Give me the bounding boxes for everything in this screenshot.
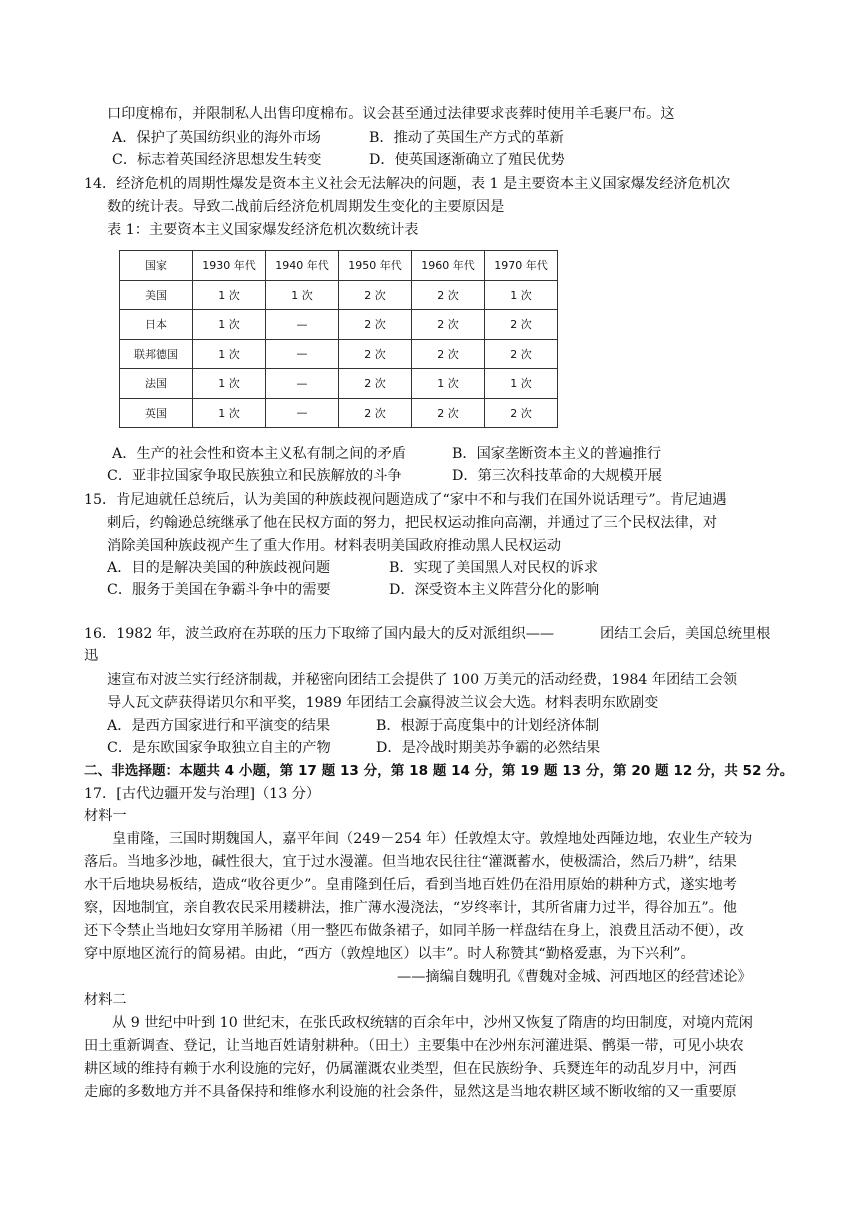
- table-header-cell: 1960 年代: [412, 251, 485, 281]
- table-cell: 1 次: [193, 369, 266, 399]
- q17-material-1-line: 落后。当地多沙地，碱性很大，宜于过水漫灌。但当地农民往往“灌溉蓄水，使极濡洽，然后乃耕”，结果: [84, 854, 737, 870]
- table-cell: 英国: [120, 398, 193, 428]
- table-cell: 2 次: [485, 398, 558, 428]
- section-2-heading: 二、非选择题：本题共 4 小题，第 17 题 13 分，第 18 题 14 分，第 19 题 13 分，第 20 题 12 分，共 52 分。: [84, 763, 794, 779]
- table-cell: —: [266, 398, 339, 428]
- table-cell: 2 次: [339, 369, 412, 399]
- table-cell: 1 次: [193, 398, 266, 428]
- q17-material-2-line: 耕区域的维持有赖于水利设施的完好，仍属灌溉农业类型，但在民族纷争、兵燹连年的动乱岁月中，河西: [84, 1061, 737, 1077]
- table-cell: 2 次: [485, 310, 558, 340]
- q16-option-b[interactable]: B．根源于高度集中的计划经济体制: [376, 718, 600, 734]
- table-cell: 2 次: [412, 339, 485, 369]
- q15-option-d[interactable]: D．深受资本主义阵营分化的影响: [389, 582, 600, 598]
- q17-material-1-label: 材料一: [84, 808, 127, 824]
- table-cell: 2 次: [339, 280, 412, 310]
- q14-option-c[interactable]: C．亚非拉国家争取民族独立和民族解放的斗争: [107, 468, 402, 484]
- table-row: [120, 369, 558, 399]
- q13-option-b[interactable]: B．推动了英国生产方式的革新: [369, 130, 564, 146]
- table-cell: 2 次: [339, 398, 412, 428]
- table-cell: 2 次: [412, 398, 485, 428]
- table-cell: 1 次: [485, 369, 558, 399]
- q13-stem-tail: 口印度棉布，并限制私人出售印度棉布。议会甚至通过法律要求丧葬时使用羊毛裹尸布。这: [107, 106, 675, 122]
- q13-option-c[interactable]: C．标志着英国经济思想发生转变: [112, 152, 322, 168]
- table-cell: 2 次: [412, 280, 485, 310]
- table-header-cell: 国家: [120, 251, 193, 281]
- table-cell: 2 次: [339, 339, 412, 369]
- table-cell: 1 次: [485, 280, 558, 310]
- q14-table-caption: 表 1：主要资本主义国家爆发经济危机次数统计表: [107, 222, 419, 238]
- q17-material-1-source: ——摘编自魏明孔《曹魏对金城、河西地区的经营述论》: [397, 969, 752, 985]
- q14-stem-line-1: 14．经济危机的周期性爆发是资本主义社会无法解决的问题，表 1 是主要资本主义国家爆发经济危机次: [84, 176, 731, 192]
- q13-option-a[interactable]: A．保护了英国纺织业的海外市场: [112, 130, 321, 146]
- crisis-statistics-table: [119, 250, 558, 428]
- table-cell: 2 次: [339, 310, 412, 340]
- q14-option-d[interactable]: D．第三次科技革命的大规模开展: [452, 468, 663, 484]
- q16-stem-line-1a: 16．1982 年，波兰政府在苏联的压力下取缔了国内最大的反对派组织——: [84, 626, 555, 642]
- q14-option-b[interactable]: B．国家垄断资本主义的普遍推行: [452, 446, 662, 462]
- table-header-cell: 1930 年代: [193, 251, 266, 281]
- q16-option-a[interactable]: A．是西方国家进行和平演变的结果: [107, 718, 331, 734]
- q16-stem-line-1c: 迅: [84, 648, 99, 664]
- table-cell: —: [266, 369, 339, 399]
- table-row: [120, 398, 558, 428]
- table-row: [120, 280, 558, 310]
- table-cell: 2 次: [412, 310, 485, 340]
- table-cell: 法国: [120, 369, 193, 399]
- q15-option-c[interactable]: C．服务于美国在争霸斗争中的需要: [107, 582, 331, 598]
- q17-material-1-line: 穿中原地区流行的简易裙。由此，“西方（敦煌地区）以丰”。时人称赞其“勤格爱惠，为下兴利”。: [84, 946, 695, 962]
- q14-stem-line-2: 数的统计表。导致二战前后经济危机周期发生变化的主要原因是: [107, 199, 505, 215]
- q17-title: 17．[古代边疆开发与治理]（13 分）: [84, 786, 321, 802]
- table-cell: 2 次: [485, 339, 558, 369]
- table-cell: —: [266, 310, 339, 340]
- table-cell: 1 次: [193, 310, 266, 340]
- table-row: [120, 339, 558, 369]
- table-header-cell: 1950 年代: [339, 251, 412, 281]
- q17-material-1-line: 水干后地块易板结，造成“收谷更少”。皇甫隆到任后，看到当地百姓仍在沿用原始的耕种方式，遂实地考: [84, 877, 737, 893]
- table-cell: 1 次: [266, 280, 339, 310]
- q15-stem-line-2: 刺后，约翰逊总统继承了他在民权方面的努力，把民权运动推向高潮，并通过了三个民权法律，对: [107, 515, 718, 531]
- q15-stem-line-1: 15．肯尼迪就任总统后，认为美国的种族歧视问题造成了“家中不和与我们在国外说话理亏”。肯尼迪遇: [84, 492, 727, 508]
- q17-material-2-line: 走廊的多数地方并不具备保持和维修水利设施的社会条件，显然这是当地农耕区域不断收缩的又一重要原: [84, 1084, 737, 1100]
- table-cell: 1 次: [193, 339, 266, 369]
- table-cell: 日本: [120, 310, 193, 340]
- q17-material-2-line: 田土重新调查、登记，让当地百姓请射耕种。（田土）主要集中在沙州东河灌进渠、鹘渠一带，可见小块农: [84, 1038, 744, 1054]
- table-cell: —: [266, 339, 339, 369]
- q16-stem-line-1b: 团结工会后，美国总统里根: [600, 626, 771, 642]
- q17-material-2-line: 从 9 世纪中叶到 10 世纪末，在张氏政权统辖的百余年中，沙州又恢复了隋唐的均田制度，对境内荒闲: [112, 1015, 753, 1031]
- table-header-cell: 1970 年代: [485, 251, 558, 281]
- table-cell: 1 次: [412, 369, 485, 399]
- q15-option-a[interactable]: A．目的是解决美国的种族歧视问题: [107, 560, 331, 576]
- table-row: [120, 310, 558, 340]
- table-header-cell: 1940 年代: [266, 251, 339, 281]
- q16-stem-line-3: 导人瓦文萨获得诺贝尔和平奖，1989 年团结工会赢得波兰议会大选。材料表明东欧剧变: [107, 695, 659, 711]
- q17-material-1-line: 还下令禁止当地妇女穿用羊肠裙（用一整匹布做条裙子，如同羊肠一样盘结在身上，浪费且活动不便），改: [84, 923, 744, 939]
- q15-option-b[interactable]: B．实现了美国黑人对民权的诉求: [389, 560, 599, 576]
- table-header-row: [120, 251, 558, 281]
- q15-stem-line-3: 消除美国种族歧视产生了重大作用。材料表明美国政府推动黑人民权运动: [107, 538, 562, 554]
- table-cell: 1 次: [193, 280, 266, 310]
- q13-option-d[interactable]: D．使英国逐渐确立了殖民优势: [369, 152, 565, 168]
- q16-stem-line-2: 速宣布对波兰实行经济制裁，并秘密向团结工会提供了 100 万美元的活动经费，1984 年团结工会领: [107, 672, 738, 688]
- q14-option-a[interactable]: A．生产的社会性和资本主义私有制之间的矛盾: [112, 446, 406, 462]
- q17-material-1-line: 察，因地制宜，亲自教农民采用耧耕法，推广薄水漫浇法，“岁终率计，其所省庸力过半，得谷加五”。他: [84, 900, 737, 916]
- table-cell: 联邦德国: [120, 339, 193, 369]
- q17-material-2-label: 材料二: [84, 992, 127, 1008]
- q16-option-d[interactable]: D．是冷战时期美苏争霸的必然结果: [376, 740, 601, 756]
- q16-option-c[interactable]: C．是东欧国家争取独立自主的产物: [107, 740, 331, 756]
- table-cell: 美国: [120, 280, 193, 310]
- q17-material-1-line: 皇甫隆，三国时期魏国人，嘉平年间（249－254 年）任敦煌太守。敦煌地处西陲边地，农业生产较为: [112, 831, 753, 847]
